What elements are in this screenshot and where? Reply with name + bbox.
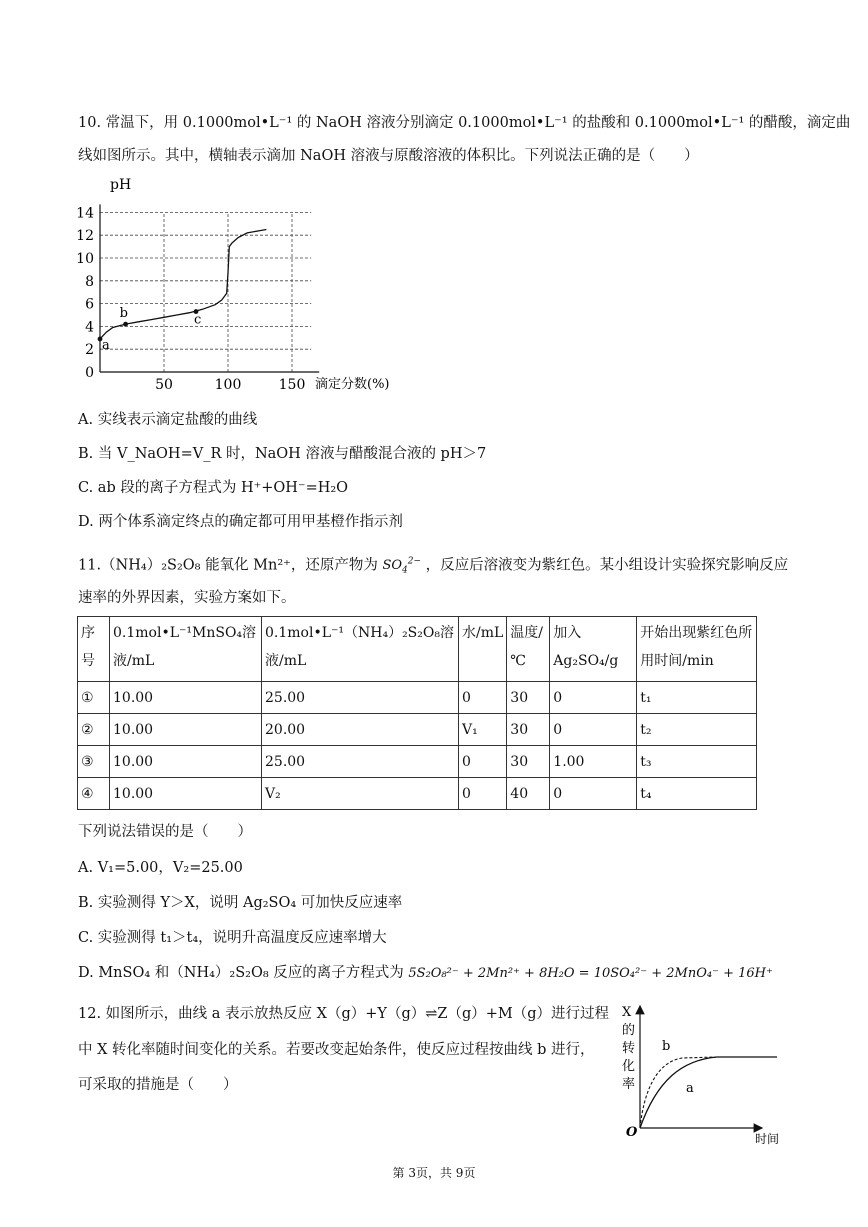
table-cell: t₃ <box>637 746 757 778</box>
y-tick-label: 2 <box>85 342 94 359</box>
table-cell: 40 <box>507 778 550 810</box>
point-label-a: a <box>102 337 110 353</box>
ionic-equation: 5S₂O₈²⁻ + 2Mn²⁺ + 8H₂O = 10SO₄²⁻ + 2MnO₄⁻ + 16H⁺ <box>408 966 773 981</box>
table-cell: ③ <box>78 746 110 778</box>
q12-stem-line2: 中 X 转化率随时间变化的关系。若要改变起始条件，使反应过程按曲线 b 进行， <box>78 1042 595 1058</box>
table-cell: V₂ <box>262 778 459 810</box>
table-header-cell: 开始出现紫红色所用时间/min <box>637 617 757 682</box>
q10-option-d: D. 两个体系滴定终点的确定都可用甲基橙作指示剂 <box>78 514 403 530</box>
x-tick-label: 50 <box>155 377 173 393</box>
q10-option-a: A. 实线表示滴定盐酸的曲线 <box>78 412 258 428</box>
chart-tick-labels <box>76 205 305 393</box>
table-cell: ④ <box>78 778 110 810</box>
x-tick-label: 100 <box>214 377 242 393</box>
table-cell: 10.00 <box>110 682 262 714</box>
experiment-table <box>77 616 757 810</box>
table-cell: 0 <box>459 778 507 810</box>
sulfate-ion-formula: $SO_4^{2-}$ <box>382 557 422 576</box>
q11-stem-line1: 11.（NH₄）₂S₂O₈ 能氧化 Mn²⁺，还原产物为 $SO_4^{2-}$ ，反应后溶液变为紫红色。某小组设计实验探究影响反应 <box>78 557 789 576</box>
table-row <box>78 778 757 810</box>
chart-axes <box>100 204 319 372</box>
table-cell: 1.00 <box>550 746 637 778</box>
q11-stem-line2: 速率的外界因素，实验方案如下。 <box>78 590 296 606</box>
table-cell: 0 <box>550 778 637 810</box>
y-tick-label: 6 <box>85 296 94 313</box>
q10-option-c: C. ab 段的离子方程式为 H⁺+OH⁻=H₂O <box>78 480 349 496</box>
table-header-row <box>78 617 757 682</box>
q10-option-b: B. 当 V_NaOH=V_R 时，NaOH 溶液与醋酸混合液的 pH＞7 <box>78 446 487 462</box>
chart-grid <box>100 212 311 372</box>
table-cell: 0 <box>550 682 637 714</box>
q12-stem-line3: 可采取的措施是（ ） <box>78 1077 238 1093</box>
y-tick-label: 12 <box>76 228 94 245</box>
q11-option-c: C. 实验测得 t₁＞t₄，说明升高温度反应速率增大 <box>78 930 387 946</box>
table-cell: ① <box>78 682 110 714</box>
point-label-b: b <box>119 306 128 322</box>
table-row <box>78 714 757 746</box>
y-tick-label: 0 <box>85 365 94 381</box>
table-header-cell: 温度/℃ <box>507 617 550 682</box>
table-cell: ② <box>78 714 110 746</box>
table-cell: 20.00 <box>262 714 459 746</box>
q11-option-a: A. V₁=5.00，V₂=25.00 <box>78 860 243 876</box>
table-cell: 0 <box>550 714 637 746</box>
table-cell: 25.00 <box>262 682 459 714</box>
table-cell: V₁ <box>459 714 507 746</box>
y-label-char: 的 <box>622 1023 636 1038</box>
table-header-cell: 水/mL <box>459 617 507 682</box>
table-row <box>78 746 757 778</box>
curve-a <box>640 1057 777 1128</box>
table-header-cell: 加入Ag₂SO₄/g <box>550 617 637 682</box>
y-label-char: 转 <box>622 1041 636 1056</box>
table-row <box>78 682 757 714</box>
x-axis-label: 滴定分数(%) <box>315 377 390 392</box>
curve-a-label: a <box>686 1081 694 1096</box>
table-cell: 30 <box>507 746 550 778</box>
y-tick-label: 8 <box>85 273 94 290</box>
q12-stem-line1: 12. 如图所示，曲线 a 表示放热反应 X（g）+Y（g）⇌Z（g）+M（g）进行过程 <box>78 1006 610 1022</box>
conversion-rate-diagram <box>612 1000 792 1150</box>
table-cell: t₂ <box>637 714 757 746</box>
table-cell: 10.00 <box>110 746 262 778</box>
y-axis-label: pH <box>110 177 132 193</box>
table-header-cell: 0.1mol•L⁻¹MnSO₄溶液/mL <box>110 617 262 682</box>
titration-chart <box>70 175 420 400</box>
table-cell: 0 <box>459 682 507 714</box>
table-cell: t₄ <box>637 778 757 810</box>
table-cell: 25.00 <box>262 746 459 778</box>
table-cell: t₁ <box>637 682 757 714</box>
table-cell: 30 <box>507 714 550 746</box>
y-tick-label: 4 <box>85 319 94 336</box>
y-label-char: X <box>622 1005 632 1020</box>
y-label-char: 化 <box>622 1059 636 1074</box>
x-tick-label: 150 <box>278 377 306 393</box>
q10-stem-line2: 线如图所示。其中，横轴表示滴加 NaOH 溶液与原酸溶液的体积比。下列说法正确的是（ ） <box>78 148 699 164</box>
table-cell: 0 <box>459 746 507 778</box>
y-label-char: 率 <box>622 1077 636 1092</box>
y-tick-label: 10 <box>76 251 94 267</box>
point-label-c: c <box>194 312 202 328</box>
q10-stem-line1: 10. 常温下，用 0.1000mol•L⁻¹ 的 NaOH 溶液分别滴定 0.1000mol•L⁻¹ 的盐酸和 0.1000mol•L⁻¹ 的醋酸，滴定曲 <box>78 115 851 131</box>
q11-prompt: 下列说法错误的是（ ） <box>78 824 252 840</box>
table-cell: 10.00 <box>110 778 262 810</box>
table-cell: 10.00 <box>110 714 262 746</box>
y-tick-label: 14 <box>76 205 94 222</box>
table-header-cell: 0.1mol•L⁻¹（NH₄）₂S₂O₈溶液/mL <box>262 617 459 682</box>
point-b <box>123 322 128 327</box>
page-footer: 第 3页，共 9页 <box>392 1166 476 1180</box>
origin-label: O <box>626 1125 638 1140</box>
table-header-cell: 序号 <box>78 617 110 682</box>
x-axis-label: 时间 <box>755 1132 780 1146</box>
curve-b-label: b <box>662 1039 671 1054</box>
table-cell: 30 <box>507 682 550 714</box>
q11-option-d: D. MnSO₄ 和（NH₄）₂S₂O₈ 反应的离子方程式为 5S₂O₈²⁻ + 2Mn²⁺ + 8H₂O = 10SO₄²⁻ + 2MnO₄⁻ + 16H⁺ <box>78 965 773 981</box>
curve-b <box>640 1057 717 1128</box>
q11-option-b: B. 实验测得 Y＞X，说明 Ag₂SO₄ 可加快反应速率 <box>78 895 403 911</box>
